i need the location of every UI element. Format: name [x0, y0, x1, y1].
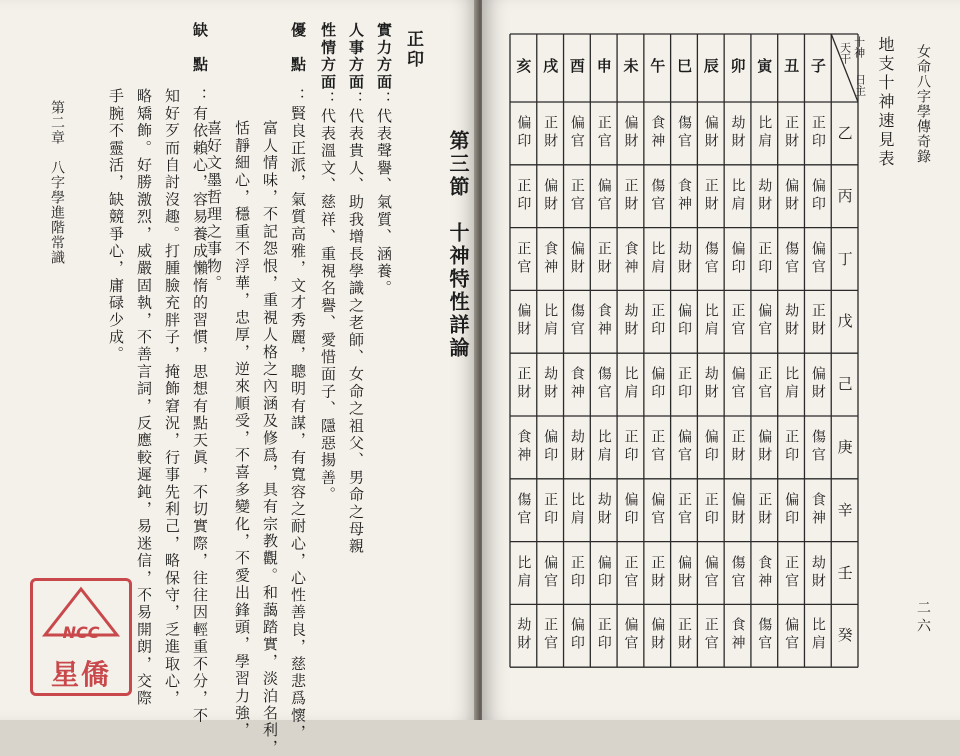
item-text: ：代表聲譽、氣質、涵養。 — [375, 90, 393, 298]
table-cell: 食神 — [649, 115, 666, 151]
table-cell: 食神 — [568, 366, 585, 403]
table-cell: 比肩 — [542, 303, 559, 340]
table-cell: 偏印 — [729, 240, 746, 277]
table-cell: 正財 — [542, 115, 559, 151]
table-cell: 正官 — [542, 617, 559, 654]
table-cell: 偏財 — [702, 115, 719, 151]
table-cell: 比肩 — [729, 177, 746, 214]
table-cell: 劫財 — [783, 303, 800, 340]
table-cell: 偏印 — [649, 366, 666, 403]
item-label: 性情方面 — [319, 22, 337, 91]
table-cell: 劫財 — [595, 491, 612, 528]
column-header-branch: 午 — [648, 58, 667, 77]
corner-label-day-master: 日主 — [853, 74, 867, 96]
table-cell: 偏印 — [702, 429, 719, 465]
table-cell: 傷官 — [729, 554, 746, 591]
table-cell: 偏官 — [783, 617, 800, 654]
item-text: ：代表溫文、慈祥、重視名譽、愛惜面子、隱惡揚善。 — [319, 90, 337, 504]
table-cell: 傷官 — [649, 177, 666, 214]
column-header-branch: 卯 — [728, 58, 747, 77]
table-cell: 正官 — [729, 303, 746, 340]
table-cell: 偏官 — [809, 240, 826, 277]
table-cell: 偏印 — [568, 617, 585, 654]
row-header-stem: 丁 — [835, 250, 854, 270]
table-cell: 劫財 — [809, 554, 826, 591]
row-header-stem: 乙 — [835, 125, 854, 144]
table-cell: 劫財 — [515, 617, 532, 654]
table-cell: 劫財 — [729, 115, 746, 151]
table-cell: 正印 — [542, 491, 559, 528]
table-cell: 正官 — [622, 554, 639, 591]
column-header-branch: 未 — [621, 58, 640, 77]
pros-line: 恬靜細心，穩重不浮華，忠厚，逆來順受，不喜多變化，不愛出鋒頭，學習力強， — [233, 120, 251, 740]
table-cell: 正財 — [702, 177, 719, 214]
table-cell: 傷官 — [676, 115, 692, 151]
table-cell: 偏官 — [542, 554, 559, 591]
table-cell: 食神 — [809, 491, 826, 528]
table-cell: 偏財 — [756, 429, 773, 465]
item-personality — [320, 22, 335, 504]
table-cell: 正印 — [515, 177, 532, 214]
table-cell: 傷官 — [515, 491, 532, 528]
table-cell: 劫財 — [568, 429, 585, 465]
table-cell: 正財 — [649, 554, 666, 591]
table-cell: 比肩 — [783, 366, 800, 403]
table-cell: 偏財 — [809, 366, 826, 403]
table-cell: 正印 — [702, 491, 719, 528]
subheading: 正印 — [403, 30, 423, 70]
table-cell: 偏財 — [568, 240, 585, 277]
table-cell: 正官 — [756, 366, 773, 403]
table-cell: 正印 — [676, 366, 692, 403]
row-header-stem: 癸 — [835, 627, 854, 647]
table-cell: 正財 — [729, 429, 746, 465]
table-cell: 正財 — [756, 491, 773, 528]
table-cell: 正官 — [783, 554, 800, 591]
section-heading: 第三節 十神特性詳論 — [446, 130, 470, 360]
page-number: 二六 — [915, 600, 931, 636]
table-cell: 劫財 — [542, 366, 559, 403]
item-relations — [348, 22, 363, 555]
pros-line: 喜好文墨哲理之事物。 — [205, 120, 223, 292]
item-text: ：代表貴人、助我增長學識之老師、女命之祖父、男命之母親 — [347, 90, 365, 556]
table-cell: 劫財 — [702, 366, 719, 403]
table-cell: 正印 — [783, 429, 800, 465]
table-cell: 比肩 — [756, 115, 773, 151]
pros-label: 優 點 — [289, 22, 307, 74]
table-cell: 傷官 — [595, 366, 612, 403]
table-cell: 正印 — [756, 240, 773, 277]
table-cell: 比肩 — [622, 366, 639, 403]
row-header-stem: 壬 — [835, 564, 854, 584]
row-header-stem: 己 — [835, 376, 854, 396]
table-cell: 正官 — [676, 491, 692, 528]
watermark-brand: NCC — [62, 623, 100, 642]
table-cell: 偏財 — [676, 554, 692, 591]
cons-line: 略矯飾。好勝激烈，威嚴固執，不善言詞，反應較遲鈍，易迷信，不易開朗，交際 — [135, 88, 153, 708]
table-cell: 正印 — [595, 617, 612, 654]
watermark-name: 星僑 — [50, 658, 111, 691]
table-cell: 正財 — [809, 303, 826, 340]
table-cell: 比肩 — [809, 617, 826, 654]
column-header-branch: 丑 — [782, 58, 801, 77]
item-label: 實力方面 — [375, 22, 393, 91]
row-header-stem: 庚 — [835, 439, 854, 458]
table-cell: 傷官 — [568, 303, 585, 340]
table-cell: 偏財 — [729, 491, 746, 528]
table-cell: 比肩 — [515, 554, 532, 591]
item-label: 人事方面 — [347, 22, 365, 91]
table-cell: 正官 — [702, 617, 719, 654]
corner-label-ten-gods: 十神 — [852, 36, 866, 58]
table-cell: 傷官 — [702, 240, 719, 277]
right-page-header: 女命八字學傳奇錄 — [915, 44, 931, 164]
row-header-stem: 戊 — [835, 313, 854, 333]
row-header-stem: 丙 — [835, 187, 854, 207]
table-cell: 食神 — [595, 303, 612, 340]
table-cell: 正財 — [783, 115, 800, 151]
left-page-header: 第二章 八字學進階常識 — [49, 100, 65, 265]
table-cell: 正財 — [622, 177, 639, 214]
table-cell: 偏財 — [542, 177, 559, 214]
watermark-stamp — [30, 578, 132, 696]
table-cell: 傷官 — [809, 429, 826, 465]
table-cell: 正官 — [595, 115, 612, 151]
table-cell: 偏財 — [649, 617, 666, 654]
cons-label: 缺 點 — [191, 22, 209, 74]
table-cell: 正印 — [649, 303, 666, 340]
table-cell: 劫財 — [756, 177, 773, 214]
table-cell: 偏財 — [622, 115, 639, 151]
table-title: 地支十神速見表 — [876, 36, 895, 169]
table-cell: 偏官 — [622, 617, 639, 654]
table-cell: 正財 — [676, 617, 692, 654]
table-cell: 正財 — [515, 366, 532, 403]
right-page — [482, 0, 960, 720]
table-cell: 食神 — [515, 429, 532, 465]
table-cell: 食神 — [622, 240, 639, 277]
table-cell: 劫財 — [622, 303, 639, 340]
column-header-branch: 子 — [808, 58, 827, 77]
table-cell: 正財 — [595, 240, 612, 277]
column-header-branch: 酉 — [567, 58, 586, 77]
table-cell: 食神 — [729, 617, 746, 654]
table-cell: 正官 — [568, 177, 585, 214]
column-header-branch: 亥 — [514, 58, 533, 77]
table-cell: 偏官 — [649, 491, 666, 528]
table-cell: 偏財 — [515, 303, 532, 340]
table-cell: 偏印 — [542, 429, 559, 465]
table-cell: 正官 — [649, 429, 666, 465]
table-cell: 偏印 — [676, 303, 692, 340]
table-cell: 偏官 — [756, 303, 773, 340]
table-cell: 正官 — [515, 240, 532, 277]
table-cell: 劫財 — [676, 240, 692, 277]
table-cell: 偏官 — [595, 177, 612, 214]
table-cell: 偏官 — [729, 366, 746, 403]
corner-label-stem: 天干 — [838, 42, 852, 64]
table-cell: 比肩 — [568, 491, 585, 528]
table-cell: 傷官 — [756, 617, 773, 654]
table-cell: 偏印 — [515, 115, 532, 151]
table-cell: 正印 — [568, 554, 585, 591]
table-cell: 食神 — [676, 177, 692, 214]
table-cell: 比肩 — [595, 429, 612, 465]
table-cell: 偏官 — [568, 115, 585, 151]
table-cell: 偏財 — [783, 177, 800, 214]
cons-line: 手腕不靈活，缺競爭心，庸碌少成。 — [107, 88, 125, 364]
table-cell: 偏官 — [676, 429, 692, 465]
column-header-branch: 寅 — [755, 58, 774, 77]
pros-line: 富人情味，不記怨恨，重視人格之內涵及修爲，具有宗教觀。和藹踏實，淡泊名利， — [261, 120, 279, 756]
column-header-branch: 巳 — [675, 58, 693, 77]
table-cell: 偏印 — [595, 554, 612, 591]
table-cell: 偏官 — [702, 554, 719, 591]
table-cell: 偏印 — [809, 177, 826, 214]
table-cell: 比肩 — [702, 303, 719, 340]
item-strength — [376, 22, 391, 297]
cons-line: ：有依賴心，容易養成懶惰的習慣，思想有點天眞，不切實際，往往因輕重不分，不 — [191, 88, 209, 725]
table-cell: 偏印 — [622, 491, 639, 528]
cons-line: 知好歹而自討沒趣。打腫臉充胖子，掩飾窘況，行事先利己，略保守，乏進取心， — [163, 88, 181, 708]
table-cell: 正印 — [809, 115, 826, 151]
column-header-branch: 辰 — [701, 58, 720, 77]
table-cell: 傷官 — [783, 240, 800, 277]
table-cell: 偏印 — [783, 491, 800, 528]
table-cell: 比肩 — [649, 240, 666, 277]
pros-line: ：賢良正派，氣質高雅，文才秀麗，聰明有謀，有寬容之耐心，心性善良，慈悲爲懷， — [289, 88, 307, 742]
table-cell: 正印 — [622, 429, 639, 465]
column-header-branch: 戌 — [541, 58, 560, 77]
column-header-branch: 申 — [594, 58, 613, 77]
table-cell: 食神 — [756, 554, 773, 591]
row-header-stem: 辛 — [835, 501, 854, 521]
table-cell: 食神 — [542, 240, 559, 277]
left-page — [0, 0, 478, 756]
